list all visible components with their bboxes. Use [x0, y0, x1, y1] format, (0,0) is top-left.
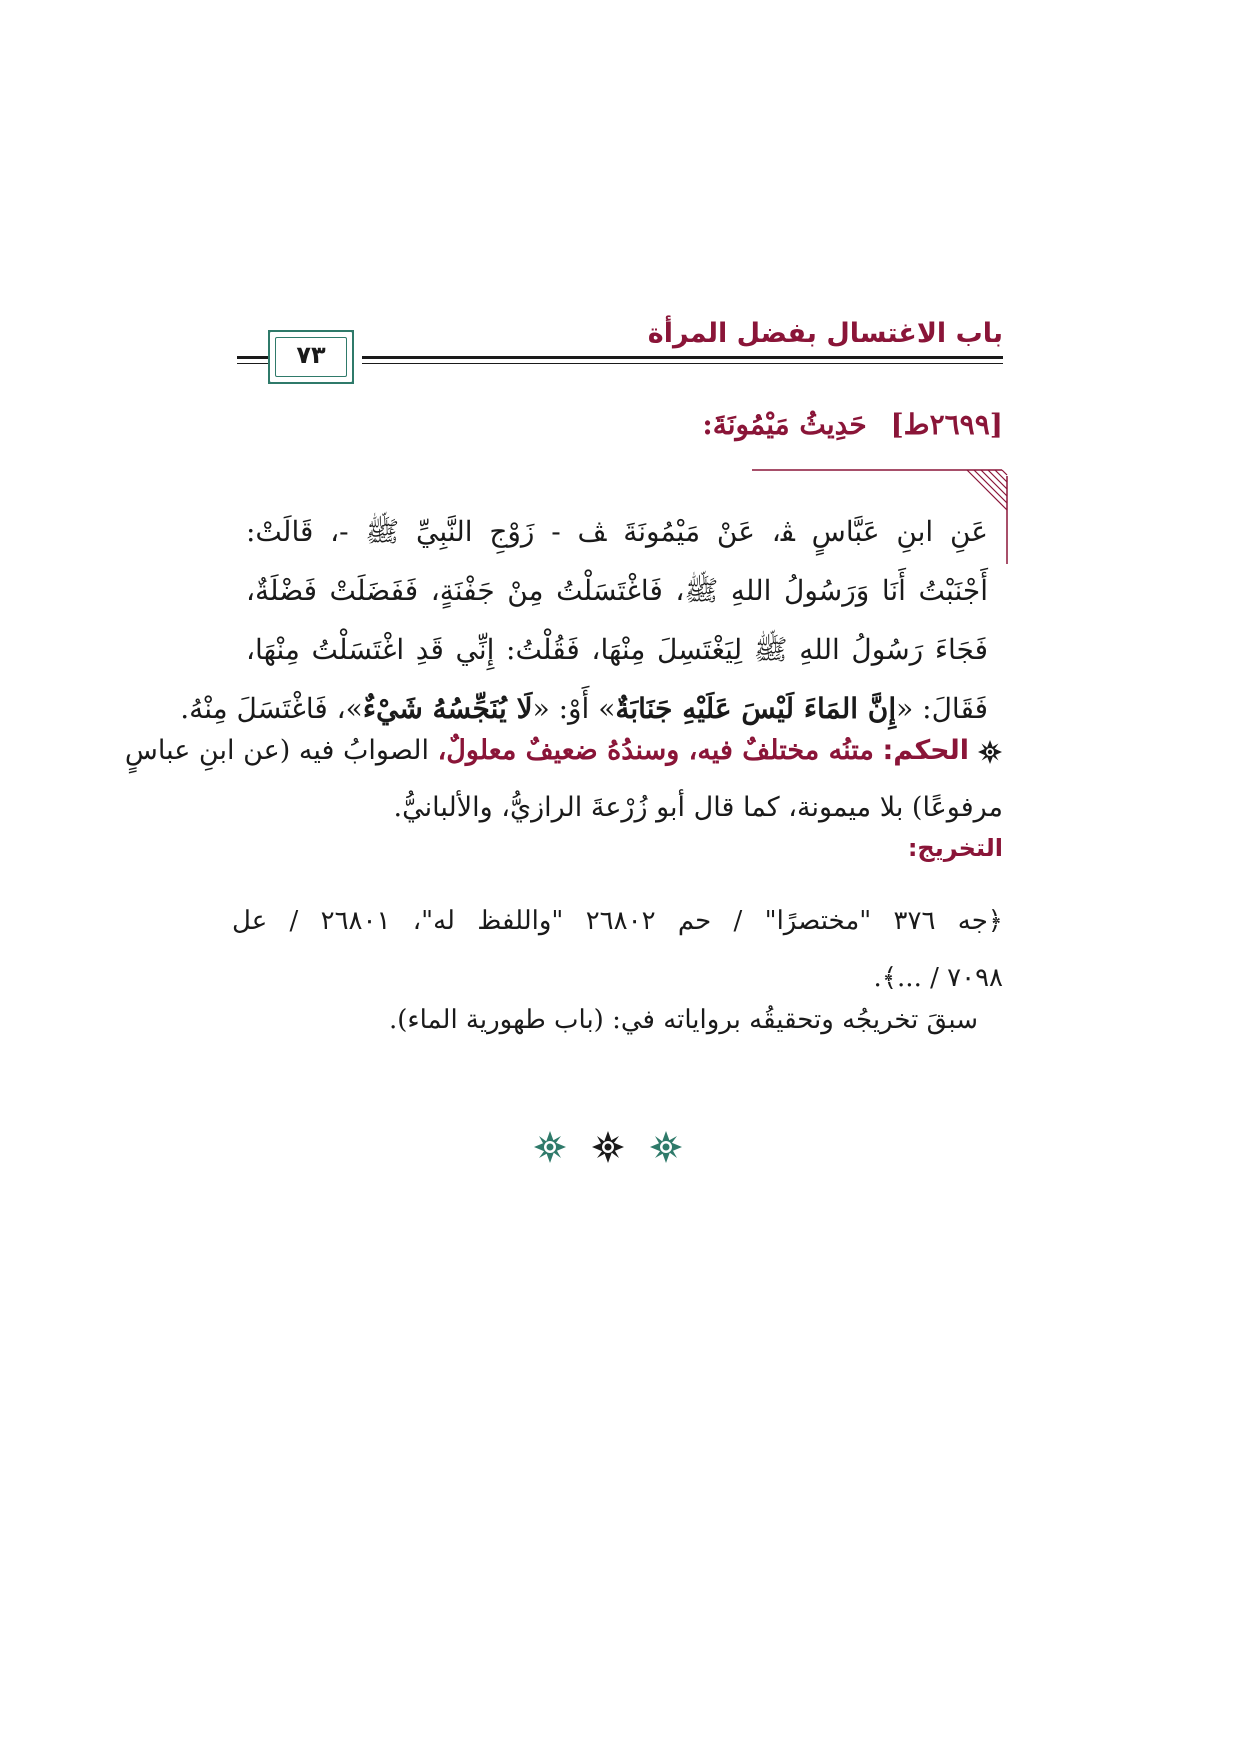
header-rule-right	[362, 356, 1003, 359]
header-rule-right-thin	[362, 363, 1003, 364]
page-number: ٧٣	[296, 341, 326, 369]
flower-icon	[534, 1131, 566, 1163]
flower-icon	[650, 1131, 682, 1163]
frame-corner	[268, 374, 278, 384]
takhrij-heading: التخريج:	[907, 834, 1003, 862]
hadith-line: فَجَاءَ رَسُولُ اللهِ ﷺ لِيَغْتَسِلَ مِنْهَا، فَقُلْتُ: إِنِّي قَدِ اغْتَسَلْتُ مِنْهَا،	[246, 633, 988, 666]
takhrij-note: سبقَ تخريجُه وتحقيقُه برواياته في: (باب طهورية الماء).	[388, 1005, 978, 1035]
hadith-text-fragment: » أَوْ: «	[532, 692, 616, 725]
page-number-frame	[268, 330, 354, 384]
flower-icon	[977, 739, 1003, 765]
hadith-text-fragment: فَقَالَ: «	[896, 692, 988, 725]
takhrij-body	[232, 893, 1003, 1007]
hadith-line: عَنِ ابنِ عَبَّاسٍ ﭭ، عَنْ مَيْمُونَةَ ﭫ - زَوْجِ النَّبِيِّ ﷺ -، قَالَتْ:	[246, 515, 988, 548]
hadith-quote-bold: لَا يُنَجِّسُهُ شَيْءٌ	[362, 692, 533, 725]
header-rule-left	[237, 356, 268, 359]
ruling-section	[124, 722, 1003, 836]
hadith-quote-bold: إِنَّ المَاءَ لَيْسَ عَلَيْهِ جَنَابَةٌ	[615, 692, 897, 725]
takhrij-line: ٧٠٩٨ / ...﴾.	[873, 963, 1003, 993]
hadith-line: أَجْنَبْتُ أَنَا وَرَسُولُ اللهِ ﷺ، فَاغْتَسَلْتُ مِنْ جَفْنَةٍ، فَفَضَلَتْ فَضْلَةٌ،	[246, 574, 988, 607]
frame-corner	[344, 374, 354, 384]
ruling-label: الحكم:	[882, 735, 969, 766]
footer-ornaments	[528, 1127, 688, 1167]
hadith-title: حَدِيثُ مَيْمُونَةَ:	[702, 408, 867, 441]
hadith-number: [٢٦٩٩ط]	[890, 408, 1003, 441]
frame-corner	[344, 330, 354, 340]
hadith-body	[180, 502, 988, 738]
flower-icon	[592, 1131, 624, 1163]
running-title: باب الاغتسال بفضل المرأة	[647, 318, 1003, 349]
ruling-text: الصوابُ فيه (عن ابنِ عباسٍ	[124, 735, 429, 766]
ruling-line	[124, 722, 1003, 779]
takhrij-line: ﴿جه ٣٧٦ "مختصرًا" / حم ٢٦٨٠٢ "واللفظ له"، ٢٦٨٠١ / عل	[232, 906, 1003, 936]
header-rule-left-thin	[237, 363, 268, 364]
frame-corner	[268, 330, 278, 340]
ruling-verdict: متنُه مختلفٌ فيه، وسندُهُ ضعيفٌ معلولٌ،	[437, 735, 874, 766]
ruling-line: مرفوعًا) بلا ميمونة، كما قال أبو زُرْعةَ الرازيُّ، والألبانيُّ.	[393, 792, 1003, 823]
hadith-heading	[702, 408, 1003, 441]
hadith-text-fragment: »، فَاغْتَسَلَ مِنْهُ.	[180, 692, 363, 725]
